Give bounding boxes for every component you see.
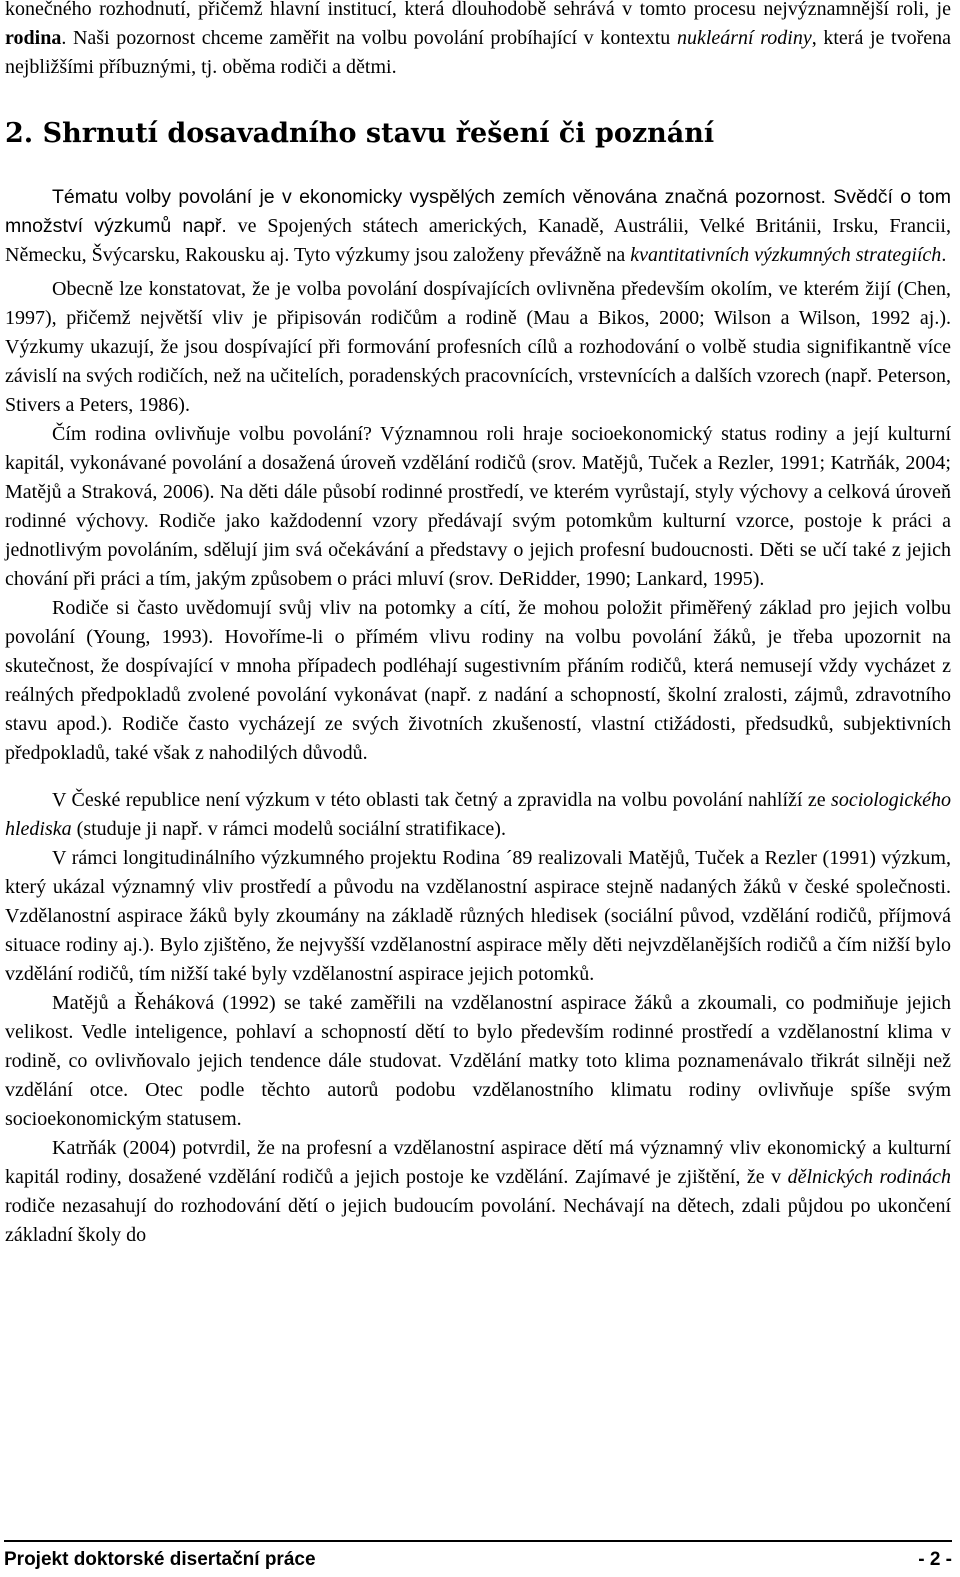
document-page: [5, 0, 951, 1250]
paragraph-4: Rodiče si často uvědomují svůj vliv na potomky a cítí, že mohou položit přiměřený základ pro jejich volbu povolání (Young, 1993). Hovoříme-li o přímém vlivu rodiny na volbu povolání žáků, je třeba upozornit na skutečnost, že dospívající v mnoha případech podléhají sugestivním přáním rodičů, která nemusejí vždy vycházet z reálných předpokladů zvolené povolání vykonávat (např. z nadání a schopností, školní zralosti, zájmů, zdravotního stavu apod.). Rodiče často vycházejí ze svých životních zkušeností, vlastní ctižádosti, předsudků, subjektivních předpokladů, také však z nahodilých důvodů.: [5, 597, 951, 764]
paragraph-8-text-b: rodiče nezasahují do rozhodování dětí o jejich budoucím povolání. Nechávají na dětech, zdali půjdou po ukončení základní školy do: [5, 1195, 951, 1246]
paragraph-5: [5, 786, 951, 844]
paragraph-8-text-a: Katrňák (2004) potvrdil, že na profesní a vzdělanostní aspirace dětí má významný vliv ekonomický a kulturní kapitál rodiny, dosažené vzdělání rodičů a jejich postoje ke vzdělání. Zajímavé je zjištění, že v: [5, 1137, 951, 1188]
footer-divider: [4, 1540, 952, 1542]
intro-paragraph: [5, 0, 951, 82]
footer-page-number: - 2 -: [918, 1549, 952, 1570]
paragraph-1-sans-text: Tématu volby povolání je v ekonomicky vyspělých zemích věnována značná pozornost. Svědčí o tom množství výzkumů např.: [5, 186, 951, 237]
footer-title: Projekt doktorské disertační práce: [4, 1549, 316, 1570]
heading-spacer: [5, 151, 951, 183]
intro-italic-nuclear-family: nukleární rodiny: [676, 27, 812, 49]
intro-text-2: . Naši pozornost chceme zaměřit na volbu povolání probíhající v kontextu: [61, 27, 677, 49]
paragraph-6: V rámci longitudinálního výzkumného projektu Rodina ´89 realizovali Matějů, Tuček a Rezler (1991) výzkum, který ukázal významný vliv prostředí a původu na vzdělanostní aspirace stejně nadaných žáků v české společnosti. Vzdělanostní aspirace žáků byly zkoumány na základě různých hledisek (sociální původ, vzdělání rodičů, příjmová situace rodiny aj.). Bylo zjištěno, že nejvyšší vzdělanostní aspirace měly děti nejvzdělanějších rodičů a čím nižší bylo vzdělání rodičů, tím nižší také byly vzdělanostní aspirace jejich potomků.: [5, 847, 951, 985]
paragraph-1-end: .: [941, 244, 947, 266]
paragraph-8: [5, 1134, 951, 1250]
intro-text-3: , která je tvořena nejbližšími příbuznými, tj. oběma rodiči a dětmi.: [5, 27, 952, 78]
section-heading: 2. Shrnutí dosavadního stavu řešení či poznání: [5, 118, 715, 149]
paragraph-3: Čím rodina ovlivňuje volbu povolání? Významnou roli hraje socioekonomický status rodiny a její kulturní kapitál, vykonávané povolání a dosažená úroveň vzdělání rodičů (srov. Matějů, Tuček a Rezler, 1991; Katrňák, 2004; Matějů a Straková, 2006). Na děti dále působí rodinné prostředí, ve kterém vyrůstají, styly výchovy a celková úroveň rodinné výchovy. Rodiče jako každodenní vzory předávají svým potomkům kulturní vzorce, postoje k práci a jednotlivým povoláním, sdělují jim svá očekávání a představy o jejich profesní budoucnosti. Děti se učí také z jejich chování při práci a tím, jakým způsobem o práci mluví (srov. DeRidder, 1990; Lankard, 1995).: [5, 423, 951, 590]
intro-text-1: konečného rozhodnutí, přičemž hlavní institucí, která dlouhodobě sehrává v tomto procesu nejvýznamnější roli, je: [5, 0, 951, 20]
paragraph-5-text-a: V České republice není výzkum v této oblasti tak četný a zpravidla na volbu povolání nahlíží ze: [52, 789, 832, 811]
paragraph-1: [5, 183, 951, 270]
paragraph-5-italic: sociologického hlediska: [5, 789, 951, 840]
paragraph-5-text-b: (studuje ji např. v rámci modelů sociální stratifikace).: [71, 818, 506, 840]
paragraph-1-text: ve Spojených státech amerických, Kanadě, Austrálii, Velké Británii, Irsku, Francii, Německu, Švýcarsku, Rakousku aj. Tyto výzkumy jsou založeny převážně na: [5, 215, 951, 266]
intro-bold-rodina: rodina: [5, 27, 62, 49]
page-footer: [4, 1545, 952, 1575]
paragraph-2: Obecně lze konstatovat, že je volba povolání dospívajících ovlivněna především okolím, ve kterém žijí (Chen, 1997), přičemž největší vliv je připisován rodičům a rodině (Mau a Bikos, 2000; Wilson a Wilson, 1992 aj.). Výzkumy ukazují, že jsou dospívající při formování profesních cílů a rozhodování o volbě studia signifikantně více závislí na svých rodičích, než na učitelích, poradenských pracovnících, vrstevnících a dalších vzorech (např. Peterson, Stivers a Peters, 1986).: [5, 278, 951, 416]
paragraph-1-italic: kvantitativních výzkumných strategiích: [630, 244, 942, 266]
paragraph-7: Matějů a Řeháková (1992) se také zaměřili na vzdělanostní aspirace žáků a zkoumali, co podmiňuje jejich velikost. Vedle inteligence, pohlaví a schopností dětí to bylo především rodinné prostředí a vzdělanostní klima v rodině, co ovlivňovalo jejich tendence dále studovat. Vzdělání matky toto klima poznamenávalo třikrát silněji než vzdělání otce. Otec podle těchto autorů podobu vzdělanostního klimatu rodiny ovlivňuje spíše svým socioekonomickým statusem.: [5, 992, 951, 1130]
paragraph-8-italic: dělnických rodinách: [787, 1166, 951, 1188]
